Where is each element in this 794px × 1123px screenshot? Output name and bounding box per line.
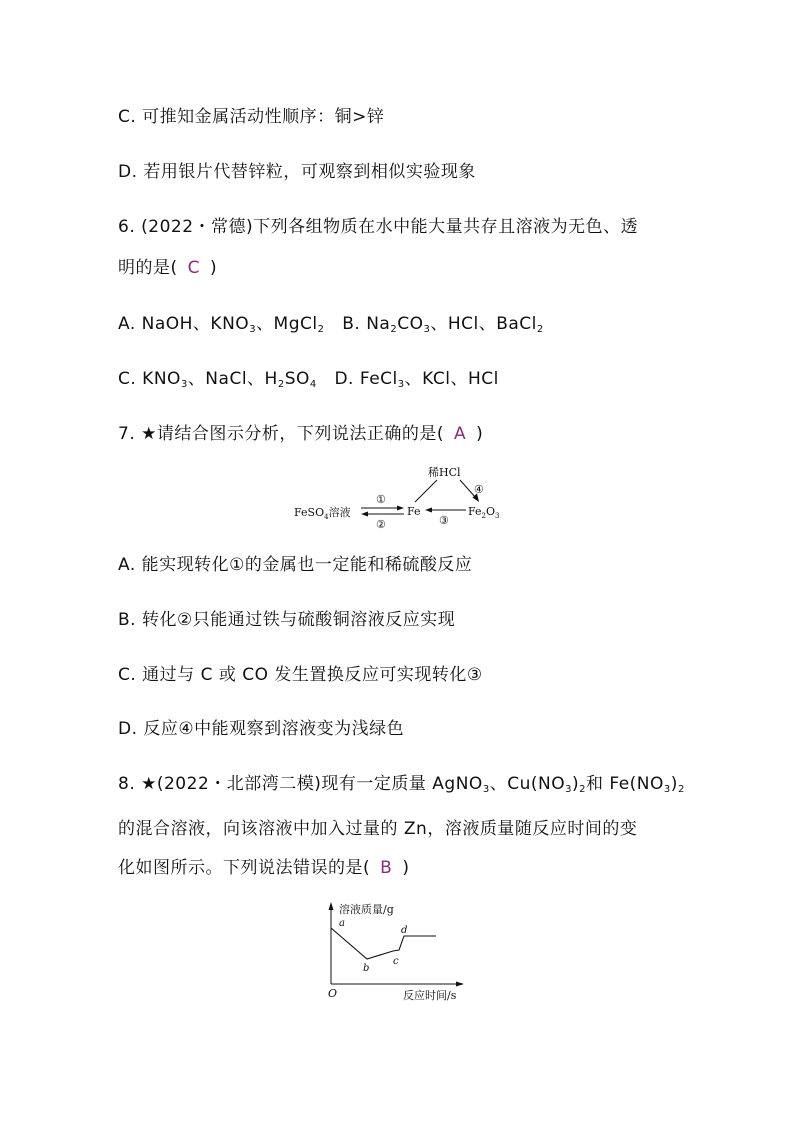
q7-option-c: C. 通过与 C 或 CO 发生置换反应可实现转化③ xyxy=(118,665,483,685)
q7-option-d: D. 反应④中能观察到溶液变为浅绿色 xyxy=(118,719,405,739)
q7-option-b: B. 转化②只能通过铁与硫酸铜溶液反应实现 xyxy=(118,610,456,630)
fe2o3-label: $Fe_2O_3$ xyxy=(468,505,500,520)
graph-y-axis-arrow xyxy=(329,902,334,910)
graph-x-label: 反应时间/s xyxy=(403,989,457,1002)
q6-option-d: D. FeCl$_3$、KCl、HCl xyxy=(334,369,499,390)
iron-conversion-diagram xyxy=(288,460,508,536)
q6-options-ab xyxy=(118,313,544,335)
q7-stem-prefix: 7. ★请结合图示分析，下列说法正确的是( xyxy=(118,424,444,444)
graph-x-axis-arrow xyxy=(456,982,464,987)
arrow-2-label: ② xyxy=(376,518,386,531)
graph-point-a: a xyxy=(339,918,345,929)
hcl-fe-line xyxy=(415,480,437,502)
arrow-3-label: ③ xyxy=(439,514,449,527)
q6-option-c: C. $KNO_3$、NaCl、$H_2SO_4$ xyxy=(118,369,317,390)
solution-mass-graph xyxy=(320,898,480,1004)
q8-stem-suffix: ) xyxy=(402,858,410,878)
graph-mass-curve xyxy=(331,928,436,959)
q8-stem-line2: 的混合溶液，向该溶液中加入过量的 Zn，溶液质量随反应时间的变 xyxy=(118,819,638,839)
q5-option-c: C. 可推知金属活动性顺序：铜>锌 xyxy=(118,107,385,127)
dilute-hcl-label: 稀HCl xyxy=(428,466,461,479)
graph-point-d: d xyxy=(401,925,408,936)
graph-y-label: 溶液质量/g xyxy=(339,903,394,916)
q8-answer: B xyxy=(380,858,393,878)
q8-stem-line3 xyxy=(118,857,409,879)
q5-option-d: D. 若用银片代替锌粒，可观察到相似实验现象 xyxy=(118,162,476,182)
feso4-label: FeSO$_4$溶液 xyxy=(294,506,351,521)
arrow-1-label: ① xyxy=(376,493,386,506)
q6-stem-suffix: ) xyxy=(210,258,218,278)
arrow-2-head xyxy=(361,512,368,517)
q6-options-cd xyxy=(118,368,499,390)
q7-stem-suffix: ) xyxy=(476,424,484,444)
q6-answer: C xyxy=(187,258,201,278)
graph-point-b: b xyxy=(363,963,370,974)
arrow-3-head xyxy=(425,508,432,513)
q6-option-a: A. NaOH、$KNO_3$、MgCl$_2$ xyxy=(118,314,325,335)
q6-stem-line2 xyxy=(118,257,217,279)
q6-stem-prefix: 明的是( xyxy=(118,258,178,278)
arrow-1-head xyxy=(397,506,404,511)
q6-stem-line1: 6. (2022・常德)下列各组物质在水中能大量共存且溶液为无色、透 xyxy=(118,217,639,237)
q6-option-b: B. $Na_2CO_3$、HCl、BaCl$_2$ xyxy=(342,314,544,335)
q7-option-a: A. 能实现转化①的金属也一定能和稀硫酸反应 xyxy=(118,555,473,575)
graph-origin-label: O xyxy=(328,987,338,1000)
q8-stem-line1: 8. ★(2022・北部湾二模)现有一定质量 AgNO$_3$、$Cu(NO_3)_2$和 $Fe(NO_3)_2$ xyxy=(118,774,685,795)
q7-stem xyxy=(118,423,483,445)
arrow-4-label: ④ xyxy=(474,483,484,496)
q8-stem-prefix: 化如图所示。下列说法错误的是( xyxy=(118,858,371,878)
fe-label: Fe xyxy=(407,505,421,518)
q7-answer: A xyxy=(454,424,467,444)
graph-point-c: c xyxy=(393,956,399,967)
